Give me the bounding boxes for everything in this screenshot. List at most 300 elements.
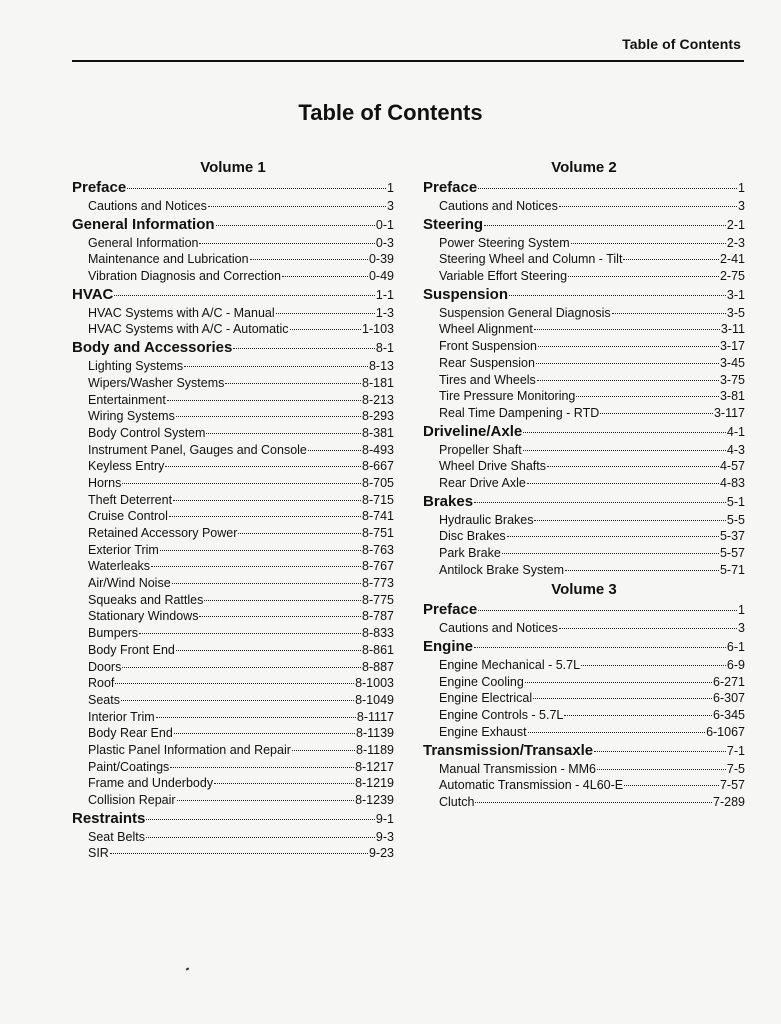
page-number: 1-103: [362, 322, 394, 337]
subsection-title: Wheel Alignment: [439, 322, 533, 337]
page-number: 8-715: [362, 492, 394, 507]
toc-subsection-entry[interactable]: [423, 674, 745, 691]
subsection-title: Front Suspension: [439, 339, 537, 354]
section-title: Transmission/Transaxle: [423, 741, 594, 759]
subsection-title: Power Steering System: [439, 235, 570, 250]
page-number: 8-1: [375, 341, 394, 356]
dot-leader: [122, 667, 361, 668]
page-number: 3-1: [726, 287, 745, 302]
page-number: 6-345: [713, 708, 745, 723]
dot-leader: [225, 383, 361, 384]
page-number: 8-13: [368, 359, 394, 374]
subsection-title: Propeller Shaft: [439, 442, 522, 457]
subsection-title: Plastic Panel Information and Repair: [88, 742, 291, 757]
dot-leader: [534, 520, 725, 521]
toc-section-entry[interactable]: [423, 422, 745, 442]
page-number: 1: [738, 181, 745, 195]
toc-subsection-entry[interactable]: [423, 442, 745, 459]
dot-leader: [290, 329, 361, 330]
toc-subsection-entry[interactable]: [72, 575, 394, 592]
dot-leader: [238, 533, 361, 534]
dot-leader: [146, 819, 375, 820]
page-number: 8-1217: [355, 759, 394, 774]
page-number: 0-49: [368, 269, 394, 284]
toc-subsection-entry[interactable]: [72, 845, 394, 862]
dot-leader: [474, 647, 726, 648]
page-number: 8-775: [362, 592, 394, 607]
dot-leader: [612, 313, 726, 314]
subsection-title: Frame and Underbody: [88, 776, 214, 791]
dot-leader: [160, 550, 361, 551]
toc-section-entry[interactable]: [72, 809, 394, 829]
toc-subsection-entry[interactable]: [72, 475, 394, 492]
page-number: 3-45: [719, 355, 745, 370]
dot-leader: [478, 188, 737, 189]
page-number: 8-1049: [355, 692, 394, 707]
subsection-title: Disc Brakes: [439, 529, 506, 544]
subsection-title: Waterleaks: [88, 559, 151, 574]
toc-section-entry[interactable]: [423, 492, 745, 512]
page-number: 5-5: [726, 512, 745, 527]
section-title: Steering: [423, 215, 484, 233]
page-number: 9-23: [368, 846, 394, 861]
toc-subsection-entry[interactable]: [423, 372, 745, 389]
subsection-title: Seat Belts: [88, 829, 145, 844]
toc-section-entry[interactable]: [423, 178, 745, 198]
page-number: 8-787: [362, 609, 394, 624]
dot-leader: [597, 769, 726, 770]
dot-leader: [623, 259, 719, 260]
toc-subsection-entry[interactable]: [72, 268, 394, 285]
dot-leader: [204, 600, 361, 601]
toc-subsection-entry[interactable]: [423, 620, 745, 637]
page-number: 8-833: [362, 626, 394, 641]
toc-subsection-entry[interactable]: [72, 725, 394, 742]
subsection-title: Wipers/Washer Systems: [88, 375, 225, 390]
dot-leader: [174, 733, 355, 734]
dot-leader: [475, 802, 712, 803]
toc-subsection-entry[interactable]: [423, 707, 745, 724]
dot-leader: [233, 348, 375, 349]
subsection-title: Body Rear End: [88, 726, 173, 741]
toc-subsection-entry[interactable]: [72, 759, 394, 776]
page-number: 3-5: [726, 305, 745, 320]
subsection-title: Manual Transmission - MM6: [439, 761, 596, 776]
toc-subsection-entry[interactable]: [72, 742, 394, 759]
running-header-title: Table of Contents: [622, 36, 741, 52]
subsection-title: Doors: [88, 659, 122, 674]
dot-leader: [165, 466, 361, 467]
dot-leader: [523, 450, 726, 451]
page-title: Table of Contents: [298, 100, 483, 125]
page-number: 3-17: [719, 339, 745, 354]
dot-leader: [547, 466, 719, 467]
subsection-title: Antilock Brake System: [439, 562, 565, 577]
page-number: 3-11: [720, 322, 745, 337]
section-title: Body and Accessories: [72, 339, 233, 357]
toc-subsection-entry[interactable]: [72, 659, 394, 676]
page-number: 8-887: [362, 659, 394, 674]
toc-subsection-entry[interactable]: [72, 675, 394, 692]
page-number: 2-3: [726, 235, 745, 250]
page-number: 8-181: [362, 375, 394, 390]
subsection-title: HVAC Systems with A/C - Automatic: [88, 322, 289, 337]
toc-subsection-entry[interactable]: [72, 458, 394, 475]
toc-subsection-entry[interactable]: [72, 592, 394, 609]
subsection-title: Stationary Windows: [88, 609, 199, 624]
dot-leader: [527, 483, 719, 484]
subsection-title: Engine Cooling: [439, 674, 524, 689]
page-number: 3-81: [719, 389, 745, 404]
toc-subsection-entry[interactable]: [72, 558, 394, 575]
section-title: Restraints: [72, 809, 146, 827]
page-number: 3-117: [713, 405, 745, 420]
subsection-title: Rear Suspension: [439, 355, 535, 370]
subsection-title: Automatic Transmission - 4L60-E: [439, 778, 624, 793]
toc-subsection-entry[interactable]: [423, 512, 745, 529]
toc-subsection-entry[interactable]: [423, 405, 745, 422]
dot-leader: [571, 243, 726, 244]
dot-leader: [173, 500, 361, 501]
dot-leader: [576, 396, 719, 397]
subsection-title: Cautions and Notices: [439, 199, 558, 213]
page-number: 7-57: [719, 778, 745, 793]
subsection-title: Theft Deterrent: [88, 492, 173, 507]
subsection-title: Collision Repair: [88, 793, 176, 807]
subsection-title: Rear Drive Axle: [439, 475, 526, 490]
dot-leader: [523, 432, 726, 433]
subsection-title: Clutch: [439, 794, 475, 809]
toc-section-entry[interactable]: [72, 215, 394, 235]
dot-leader: [115, 683, 354, 684]
dot-leader: [276, 313, 375, 314]
toc-subsection-entry[interactable]: [72, 408, 394, 425]
dot-leader: [169, 516, 361, 517]
page-number: 5-57: [719, 546, 745, 560]
toc-subsection-entry[interactable]: [423, 355, 745, 372]
section-title: HVAC: [72, 285, 114, 303]
dot-leader: [624, 785, 719, 786]
page-number: 6-271: [713, 674, 745, 689]
subsection-title: Paint/Coatings: [88, 759, 170, 774]
toc-subsection-entry[interactable]: [423, 562, 745, 579]
subsection-title: Retained Accessory Power: [88, 526, 238, 540]
page-number: 8-1239: [355, 793, 394, 807]
toc-column-left: [72, 158, 394, 862]
toc-section-entry[interactable]: [423, 215, 745, 235]
section-title: Engine: [423, 638, 474, 656]
subsection-title: HVAC Systems with A/C - Manual: [88, 305, 275, 320]
toc-subsection-entry[interactable]: [423, 388, 745, 405]
page-number: 8-773: [362, 576, 394, 591]
toc-subsection-entry[interactable]: [423, 545, 745, 562]
dot-leader: [484, 225, 726, 226]
toc-subsection-entry[interactable]: [72, 642, 394, 659]
page-number: 3-75: [719, 372, 745, 387]
page-number: 1-1: [375, 287, 394, 302]
toc-subsection-entry[interactable]: [72, 251, 394, 268]
dot-leader: [176, 416, 361, 417]
page-number: 1: [738, 603, 745, 618]
page-number: 8-1139: [356, 726, 394, 741]
page-number: 8-1003: [355, 676, 394, 691]
subsection-title: Instrument Panel, Gauges and Console: [88, 442, 307, 457]
subsection-title: Tire Pressure Monitoring: [439, 389, 576, 404]
dot-leader: [502, 553, 719, 554]
page-number: 0-3: [375, 235, 394, 250]
subsection-title: Engine Exhaust: [439, 724, 527, 739]
toc-subsection-entry[interactable]: [423, 528, 745, 545]
toc-subsection-entry[interactable]: [72, 542, 394, 559]
dot-leader: [177, 800, 355, 801]
dot-leader: [156, 717, 356, 718]
page-number: 2-1: [726, 217, 745, 232]
subsection-title: Entertainment: [88, 392, 166, 407]
toc-subsection-entry[interactable]: [72, 305, 394, 322]
page-number: 8-1189: [356, 742, 394, 757]
subsection-title: Seats: [88, 692, 120, 707]
subsection-title: Bumpers: [88, 626, 139, 641]
page-number: 8-767: [362, 559, 394, 574]
subsection-title: Engine Mechanical - 5.7L: [439, 658, 581, 673]
page-number: 8-493: [362, 442, 394, 457]
toc-subsection-entry[interactable]: [72, 608, 394, 625]
page-number: 3: [738, 621, 745, 636]
page-number: 3: [387, 199, 394, 213]
toc-subsection-entry[interactable]: [423, 475, 745, 492]
dot-leader: [538, 346, 719, 347]
dot-leader: [208, 206, 386, 207]
toc-section-entry[interactable]: [72, 285, 394, 305]
toc-section-entry[interactable]: [423, 741, 745, 761]
page-number: 7-1: [726, 743, 745, 758]
page-number: 1: [387, 181, 394, 195]
section-title: Preface: [423, 179, 478, 196]
dot-leader: [122, 483, 361, 484]
subsection-title: Exterior Trim: [88, 542, 159, 557]
dot-leader: [139, 633, 361, 634]
toc-subsection-entry[interactable]: [72, 375, 394, 392]
dot-leader: [114, 295, 375, 296]
dot-leader: [559, 206, 737, 207]
section-title: Driveline/Axle: [423, 422, 523, 440]
toc-subsection-entry[interactable]: [72, 508, 394, 525]
page-number: 6-9: [726, 658, 745, 673]
page-number: 5-71: [719, 562, 745, 577]
dot-leader: [216, 225, 375, 226]
subsection-title: Cautions and Notices: [88, 199, 207, 213]
dot-leader: [509, 295, 726, 296]
dot-leader: [536, 363, 719, 364]
page-number: 8-213: [362, 392, 394, 407]
page-number: 5-1: [726, 494, 745, 509]
toc-column-right: [423, 158, 745, 811]
subsection-title: Body Control System: [88, 425, 206, 440]
subsection-title: Wheel Drive Shafts: [439, 459, 546, 474]
section-title: Preface: [72, 179, 127, 196]
page-number: 8-751: [362, 526, 394, 540]
page-number: 5-37: [719, 529, 745, 544]
subsection-title: Variable Effort Steering: [439, 269, 568, 284]
dot-leader: [537, 380, 719, 381]
dot-leader: [199, 616, 361, 617]
dot-leader: [525, 682, 712, 683]
page-number: 8-861: [362, 642, 394, 657]
dot-leader: [581, 665, 726, 666]
volume-heading: Volume 3: [551, 581, 617, 599]
toc-section-entry[interactable]: [72, 178, 394, 198]
toc-subsection-entry[interactable]: [423, 458, 745, 475]
dot-leader: [600, 413, 713, 414]
subsection-title: General Information: [88, 235, 199, 250]
toc-subsection-entry[interactable]: [423, 777, 745, 794]
toc-subsection-entry[interactable]: [72, 692, 394, 709]
subsection-title: Cautions and Notices: [439, 621, 558, 636]
page-number: 8-1219: [355, 776, 394, 791]
dot-leader: [478, 610, 737, 611]
subsection-title: Real Time Dampening - RTD: [439, 405, 600, 420]
toc-subsection-entry[interactable]: [423, 268, 745, 285]
toc-subsection-entry[interactable]: [72, 525, 394, 542]
page-number: 6-1067: [706, 724, 745, 739]
subsection-title: Roof: [88, 676, 115, 691]
page-number: 8-381: [362, 425, 394, 440]
toc-section-entry[interactable]: [72, 338, 394, 358]
dot-leader: [206, 433, 361, 434]
toc-subsection-entry[interactable]: [72, 358, 394, 375]
volume-heading: Volume 1: [200, 159, 266, 176]
subsection-title: Hydraulic Brakes: [439, 512, 534, 527]
subsection-title: Body Front End: [88, 642, 175, 657]
toc-subsection-entry[interactable]: [72, 709, 394, 726]
dot-leader: [292, 750, 355, 751]
page-number: 8-293: [362, 409, 394, 424]
dot-leader: [214, 783, 354, 784]
page-number: 8-1117: [356, 709, 394, 724]
page-number: 2-75: [719, 269, 745, 284]
dot-leader: [151, 566, 361, 567]
page-number: 6-1: [726, 640, 745, 655]
dot-leader: [308, 450, 361, 451]
header-rule: [72, 60, 744, 62]
page-number: 6-307: [713, 691, 745, 706]
subsection-title: Lighting Systems: [88, 359, 184, 374]
page-number: 4-57: [719, 459, 745, 474]
dot-leader: [507, 536, 719, 537]
subsection-title: Squeaks and Rattles: [88, 592, 204, 607]
page-number: 8-741: [362, 509, 394, 524]
subsection-title: Air/Wind Noise: [88, 576, 171, 591]
dot-leader: [146, 837, 375, 838]
section-title: General Information: [72, 215, 215, 233]
toc-subsection-entry[interactable]: [72, 775, 394, 792]
section-title: Brakes: [423, 492, 474, 510]
toc-section-entry[interactable]: [423, 285, 745, 305]
dot-leader: [564, 715, 712, 716]
dot-leader: [121, 700, 354, 701]
toc-subsection-entry[interactable]: [423, 251, 745, 268]
page-number: 9-1: [375, 811, 394, 826]
subsection-title: Interior Trim: [88, 709, 155, 724]
dot-leader: [172, 583, 361, 584]
subsection-title: Vibration Diagnosis and Correction: [88, 269, 281, 284]
subsection-title: Keyless Entry: [88, 459, 165, 474]
dot-leader: [170, 767, 354, 768]
dot-leader: [110, 853, 368, 854]
page-number: 8-705: [362, 475, 394, 490]
toc-subsection-entry[interactable]: [423, 761, 745, 778]
toc-subsection-entry[interactable]: [423, 235, 745, 252]
page-number: 9-3: [375, 829, 394, 844]
subsection-title: Tires and Wheels: [439, 372, 536, 387]
toc-subsection-entry[interactable]: [423, 338, 745, 355]
dot-leader: [533, 698, 712, 699]
dot-leader: [176, 650, 361, 651]
dot-leader: [250, 259, 368, 260]
toc-subsection-entry[interactable]: [423, 305, 745, 322]
toc-subsection-entry[interactable]: [72, 829, 394, 846]
page-number: 7-5: [726, 761, 745, 776]
toc-subsection-entry[interactable]: [72, 492, 394, 509]
toc-subsection-entry[interactable]: [423, 657, 745, 674]
page-number: 4-83: [719, 475, 745, 490]
dot-leader: [282, 276, 368, 277]
subsection-title: SIR: [88, 846, 109, 861]
dot-leader: [167, 400, 361, 401]
dot-leader: [127, 188, 386, 189]
toc-subsection-entry[interactable]: [423, 724, 745, 741]
page-number: 3: [738, 199, 745, 213]
subsection-title: Park Brake: [439, 546, 501, 560]
toc-subsection-entry[interactable]: [423, 794, 745, 811]
toc-subsection-entry[interactable]: [72, 792, 394, 809]
subsection-title: Suspension General Diagnosis: [439, 305, 611, 320]
section-title: Preface: [423, 601, 478, 619]
page-number: 0-1: [375, 217, 394, 232]
toc-subsection-entry[interactable]: [72, 235, 394, 252]
dot-leader: [565, 570, 719, 571]
dot-leader: [568, 276, 719, 277]
toc-subsection-entry[interactable]: [72, 321, 394, 338]
toc-subsection-entry[interactable]: [72, 198, 394, 215]
page-number: 4-3: [726, 442, 745, 457]
dot-leader: [534, 329, 720, 330]
volume-heading: Volume 2: [551, 159, 617, 176]
subsection-title: Engine Controls - 5.7L: [439, 708, 564, 723]
dot-leader: [184, 366, 368, 367]
subsection-title: Wiring Systems: [88, 409, 175, 424]
page-number: 7-289: [713, 794, 745, 809]
toc-subsection-entry[interactable]: [423, 198, 745, 215]
toc-subsection-entry[interactable]: [72, 425, 394, 442]
dot-leader: [559, 628, 737, 629]
toc-subsection-entry[interactable]: [423, 690, 745, 707]
toc-subsection-entry[interactable]: [72, 625, 394, 642]
subsection-title: Maintenance and Lubrication: [88, 252, 249, 267]
toc-subsection-entry[interactable]: [423, 321, 745, 338]
dot-leader: [474, 502, 726, 503]
toc-subsection-entry[interactable]: [72, 392, 394, 409]
page-number: 2-41: [719, 252, 745, 267]
scan-speck: [186, 967, 190, 970]
page-number: 8-763: [362, 542, 394, 557]
page-number: 1-3: [375, 305, 394, 320]
toc-section-entry[interactable]: [423, 600, 745, 620]
subsection-title: Engine Electrical: [439, 691, 533, 706]
toc-section-entry[interactable]: [423, 637, 745, 657]
section-title: Suspension: [423, 285, 509, 303]
toc-subsection-entry[interactable]: [72, 442, 394, 459]
